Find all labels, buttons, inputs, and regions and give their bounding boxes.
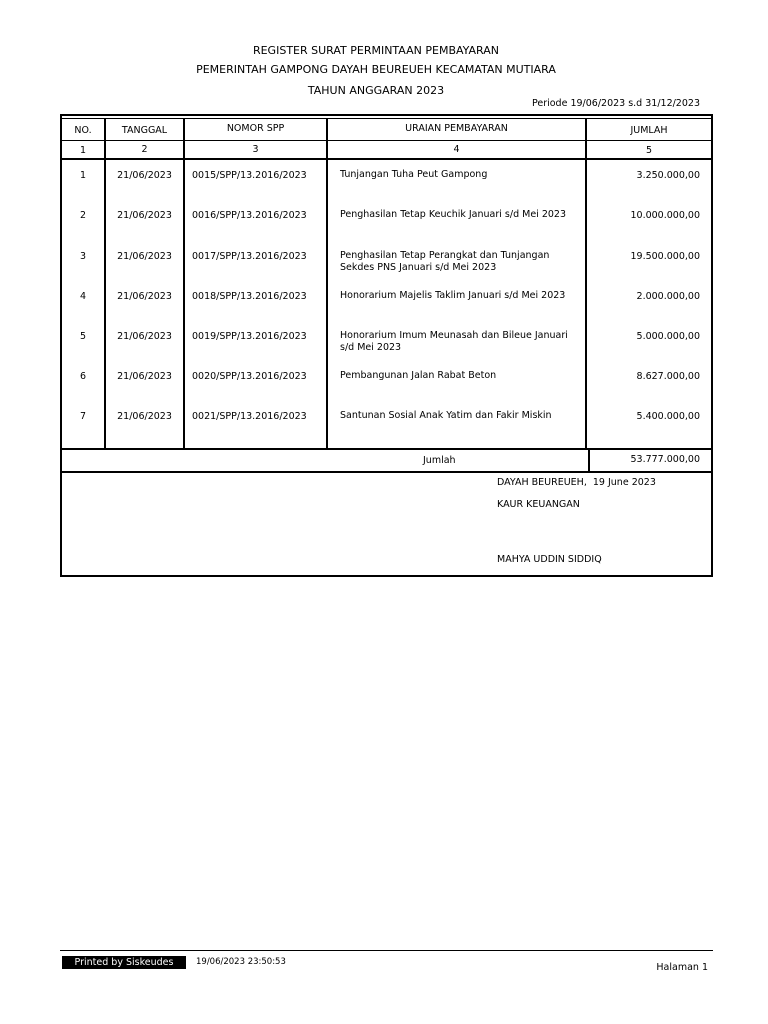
row-tanggal: 21/06/2023 — [117, 251, 172, 262]
col-number-2: 2 — [141, 144, 148, 155]
row-no: 7 — [79, 411, 87, 422]
table-top-inner-border — [60, 118, 713, 119]
row-no: 2 — [79, 210, 87, 221]
total-label: Jumlah — [423, 455, 456, 466]
signature-name: MAHYA UDDIN SIDDIQ — [497, 554, 602, 565]
page-number: Halaman 1 — [656, 962, 708, 973]
row-nomor-spp: 0015/SPP/13.2016/2023 — [192, 170, 307, 181]
row-nomor-spp: 0017/SPP/13.2016/2023 — [192, 251, 307, 262]
row-jumlah: 10.000.000,00 — [630, 210, 700, 221]
row-uraian: Tunjangan Tuha Peut Gampong — [340, 169, 488, 180]
row-jumlah: 8.627.000,00 — [636, 371, 700, 382]
table-right-border — [711, 114, 713, 577]
row-uraian: Pembangunan Jalan Rabat Beton — [340, 370, 497, 381]
report-period: Periode 19/06/2023 s.d 31/12/2023 — [531, 98, 700, 109]
col-number-3: 3 — [252, 144, 259, 155]
col-divider-1 — [104, 118, 106, 449]
col-number-5: 5 — [645, 145, 653, 156]
col-header-uraian: URAIAN PEMBAYARAN — [405, 123, 508, 134]
row-tanggal: 21/06/2023 — [117, 170, 172, 181]
col-header-tanggal: TANGGAL — [121, 125, 168, 136]
row-no: 5 — [79, 331, 87, 342]
row-no: 3 — [79, 251, 87, 262]
col-divider-3 — [326, 118, 328, 449]
footer-rule — [60, 950, 713, 951]
row-tanggal: 21/06/2023 — [117, 331, 172, 342]
row-nomor-spp: 0016/SPP/13.2016/2023 — [192, 210, 307, 221]
report-subtitle: PEMERINTAH GAMPONG DAYAH BEUREUEH KECAMATAN MUTIARA — [196, 63, 556, 76]
signature-position: KAUR KEUANGAN — [497, 499, 580, 510]
body-bottom-border — [60, 448, 713, 450]
signature-place-date: DAYAH BEUREUEH, 19 June 2023 — [497, 477, 656, 488]
col-header-no: NO. — [74, 125, 92, 136]
row-no: 4 — [79, 291, 87, 302]
number-row-separator — [60, 158, 713, 160]
row-tanggal: 21/06/2023 — [117, 411, 172, 422]
row-tanggal: 21/06/2023 — [117, 291, 172, 302]
row-uraian: Honorarium Majelis Taklim Januari s/d Mei 2023 — [340, 290, 566, 301]
row-jumlah: 3.250.000,00 — [636, 170, 700, 181]
col-header-jumlah: JUMLAH — [630, 125, 668, 136]
header-separator — [60, 140, 713, 141]
row-tanggal: 21/06/2023 — [117, 210, 172, 221]
signature-box-bottom-border — [60, 575, 713, 577]
report-year: TAHUN ANGGARAN 2023 — [307, 84, 445, 97]
col-divider-4 — [585, 118, 587, 449]
row-jumlah: 19.500.000,00 — [630, 251, 700, 262]
total-value: 53.777.000,00 — [630, 454, 700, 465]
col-number-1: 1 — [79, 145, 87, 156]
row-jumlah: 2.000.000,00 — [636, 291, 700, 302]
total-row-bottom-border — [60, 471, 713, 473]
printed-timestamp: 19/06/2023 23:50:53 — [196, 957, 286, 967]
row-no: 6 — [79, 371, 87, 382]
col-header-nomor-spp: NOMOR SPP — [226, 123, 285, 134]
row-jumlah: 5.000.000,00 — [636, 331, 700, 342]
row-tanggal: 21/06/2023 — [117, 371, 172, 382]
col-number-4: 4 — [453, 144, 460, 155]
row-uraian: Santunan Sosial Anak Yatim dan Fakir Miskin — [340, 410, 552, 421]
row-jumlah: 5.400.000,00 — [636, 411, 700, 422]
col-divider-2 — [183, 118, 185, 449]
row-nomor-spp: 0021/SPP/13.2016/2023 — [192, 411, 307, 422]
printed-by-label: Printed by Siskeudes — [62, 956, 186, 969]
report-title: REGISTER SURAT PERMINTAAN PEMBAYARAN — [252, 44, 500, 57]
row-nomor-spp: 0020/SPP/13.2016/2023 — [192, 371, 307, 382]
table-left-border — [60, 114, 62, 577]
row-nomor-spp: 0019/SPP/13.2016/2023 — [192, 331, 307, 342]
row-no: 1 — [79, 170, 87, 181]
row-uraian: Honorarium Imum Meunasah dan Bileue Januari s/d Mei 2023 — [340, 330, 568, 353]
row-nomor-spp: 0018/SPP/13.2016/2023 — [192, 291, 307, 302]
row-uraian: Penghasilan Tetap Perangkat dan Tunjangan Sekdes PNS Januari s/d Mei 2023 — [340, 250, 550, 273]
table-top-border — [60, 114, 713, 116]
row-uraian: Penghasilan Tetap Keuchik Januari s/d Mei 2023 — [340, 209, 567, 220]
